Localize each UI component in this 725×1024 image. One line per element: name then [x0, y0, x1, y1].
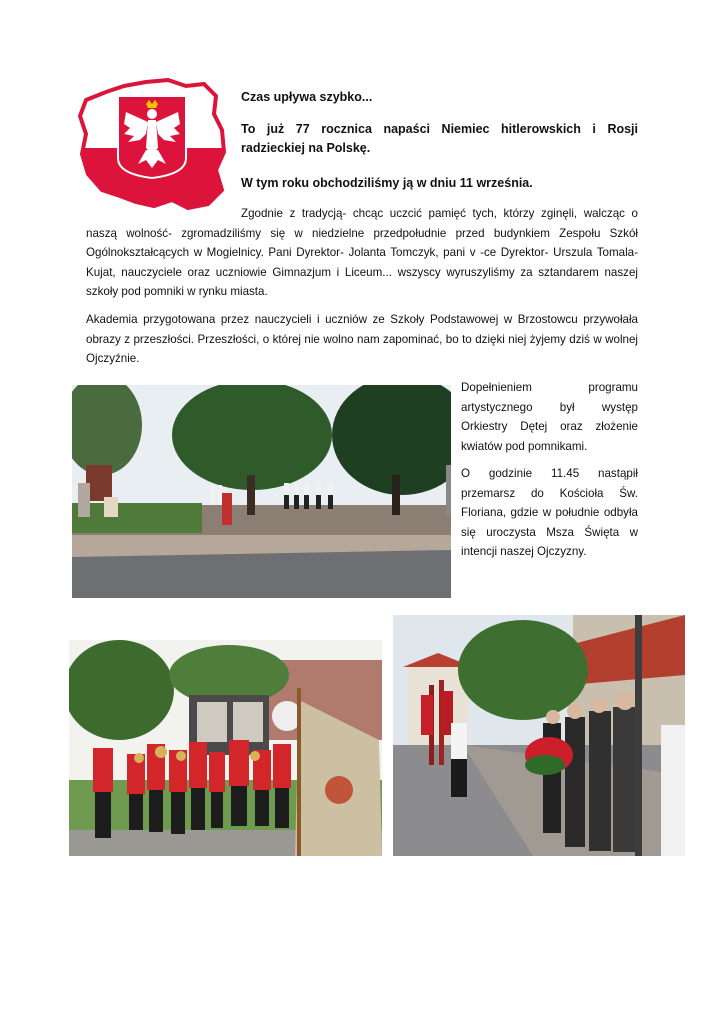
heading-line-3: W tym roku obchodziliśmy ją w dniu 11 września.	[241, 176, 533, 190]
side-text-2: O godzinie 11.45 nastąpił przemarsz do Kościoła Św. Floriana, gdzie w południe odbyła się uroczysta Msza Święta w intencji naszej Ojczyzny.	[461, 467, 638, 558]
wreath-laying-photo-icon	[393, 615, 685, 856]
side-text-1: Dopełnieniem programu artystycznego był występ Orkiestry Dętej oraz złożenie kwiatów pod pomnikami.	[461, 381, 638, 453]
brass-band-photo-icon	[69, 640, 382, 856]
poland-emblem-logo	[76, 78, 228, 216]
body-paragraph-2: Akademia przygotowana przez nauczycieli i uczniów ze Szkoły Podstawowej w Brzostowcu przywołała obrazy z przeszłości. Przeszłości, o której nie wolno nam zapominać, bo to dzięki niej żyjemy dziś w wolnej Ojczyźnie.	[86, 313, 638, 365]
heading-line-2: To już 77 rocznica napaści Niemiec hitlerowskich i Rosji radzieckiej na Polskę.	[241, 122, 638, 155]
body-paragraph-1: Zgodnie z tradycją- chcąc uczcić pamięć tych, którzy zginęli, walcząc o naszą wolność- zgromadziliśmy się w niedzielne przedpołudnie przed budynkiem Zespołu Szkół Ogólnokształcących w Mogielnicy. Pani Dyrektor- Jolanta Tomczyk, pani v -ce Dyrektor- Urszula Tomala- Kujat, nauczyciele oraz uczniowie Gimnazjum i Liceum... wszyscy wyruszyliśmy za sztandarem naszej szkoły pod pomniki w rynku miasta.	[86, 207, 638, 298]
heading-line-1: Czas upływa szybko...	[241, 90, 373, 104]
town-square-gathering-photo-icon	[72, 385, 451, 598]
